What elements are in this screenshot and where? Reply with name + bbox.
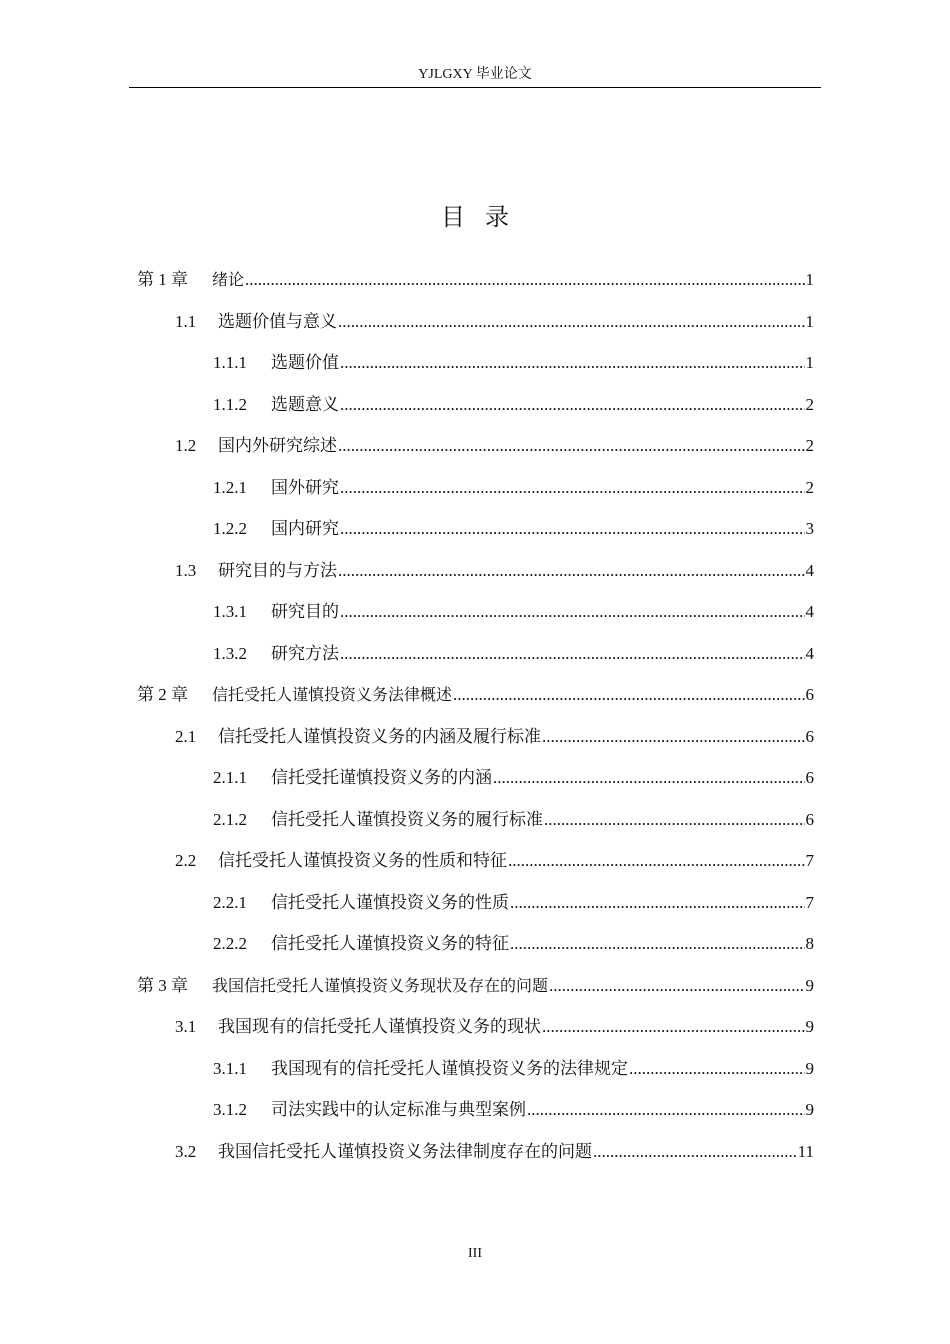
toc-entry-number: 1.3.2 bbox=[213, 643, 247, 663]
toc-entry-page: 2 bbox=[805, 436, 814, 455]
toc-entry[interactable] bbox=[213, 1090, 814, 1130]
toc-entry-page: 4 bbox=[805, 560, 814, 580]
toc-entry-title: 我国信托受托人谨慎投资义务现状及存在的问题 bbox=[212, 975, 549, 995]
toc-entry-page: 1 bbox=[805, 311, 814, 331]
toc-dot-leader bbox=[493, 758, 805, 798]
toc-entry-page: 7 bbox=[805, 851, 814, 870]
toc-entry[interactable] bbox=[213, 1049, 814, 1089]
toc-entry-page: 8 bbox=[805, 934, 814, 953]
toc-entry-title: 选题意义 bbox=[271, 394, 339, 414]
toc-entry-title: 我国信托受托人谨慎投资义务法律制度存在的问题 bbox=[218, 1141, 592, 1161]
toc-entry[interactable] bbox=[213, 509, 814, 549]
toc-dot-leader bbox=[245, 260, 804, 300]
toc-dot-leader bbox=[510, 883, 805, 923]
toc-entry-title: 研究方法 bbox=[271, 643, 339, 663]
toc-entry[interactable] bbox=[213, 343, 814, 383]
page-title: 目录 bbox=[441, 205, 529, 231]
toc-entry-number: 3.1 bbox=[175, 1017, 197, 1036]
toc-entry-title: 研究目的 bbox=[271, 602, 339, 621]
toc-entry[interactable] bbox=[213, 924, 814, 964]
toc-entry-number: 3.2 bbox=[175, 1141, 197, 1161]
toc-dot-leader bbox=[527, 1090, 805, 1130]
toc-entry-number: 1.2 bbox=[175, 436, 197, 455]
toc-entry-title: 信托受托人谨慎投资义务的性质 bbox=[271, 892, 509, 912]
toc-entry-page: 9 bbox=[805, 1100, 814, 1119]
toc-dot-leader bbox=[549, 966, 804, 1006]
toc-entry[interactable] bbox=[137, 675, 814, 715]
toc-entry-page: 7 bbox=[805, 892, 814, 912]
toc-entry-number: 2.2.2 bbox=[213, 934, 247, 953]
toc-entry-title: 国内研究 bbox=[271, 519, 339, 538]
toc-entry-page: 6 bbox=[805, 726, 814, 746]
toc-entry[interactable] bbox=[175, 302, 814, 342]
toc-dot-leader bbox=[508, 841, 805, 881]
toc-entry-number: 2.1.1 bbox=[213, 768, 247, 787]
toc-entry-page: 6 bbox=[805, 809, 814, 829]
toc-entry[interactable] bbox=[137, 260, 814, 300]
toc-entry[interactable] bbox=[213, 800, 814, 840]
toc-entry-title: 选题价值与意义 bbox=[218, 311, 337, 331]
toc-entry[interactable] bbox=[175, 841, 814, 881]
toc-entry[interactable] bbox=[213, 385, 814, 425]
toc-entry-title: 选题价值 bbox=[271, 353, 339, 372]
toc-entry-title: 信托受托人谨慎投资义务的内涵及履行标准 bbox=[218, 726, 541, 746]
header-text: YJLGXY 毕业论文 bbox=[418, 67, 532, 82]
toc-entry-number: 2.1.2 bbox=[213, 809, 247, 829]
toc-dot-leader bbox=[453, 675, 804, 715]
toc-entry[interactable] bbox=[175, 426, 814, 466]
toc-entry-title: 研究目的与方法 bbox=[218, 560, 337, 580]
toc-dot-leader bbox=[340, 385, 805, 425]
toc-entry[interactable] bbox=[213, 758, 814, 798]
toc-dot-leader bbox=[340, 634, 805, 674]
toc-entry-page: 4 bbox=[805, 643, 814, 663]
toc-dot-leader bbox=[340, 468, 805, 508]
toc-dot-leader bbox=[338, 426, 805, 466]
toc-entry-title: 信托受托人谨慎投资义务的履行标准 bbox=[271, 809, 543, 829]
toc-entry-number: 3.1.1 bbox=[213, 1058, 247, 1078]
toc-entry-page: 2 bbox=[805, 477, 814, 497]
toc-entry-page: 6 bbox=[805, 685, 814, 704]
toc-entry[interactable] bbox=[213, 468, 814, 508]
toc-entry[interactable] bbox=[175, 1007, 814, 1047]
toc-dot-leader bbox=[542, 717, 805, 757]
toc-entry[interactable] bbox=[213, 883, 814, 923]
toc-entry-page: 9 bbox=[805, 975, 814, 995]
toc-entry-page: 2 bbox=[805, 394, 814, 414]
toc-dot-leader bbox=[629, 1049, 805, 1089]
page-number: III bbox=[468, 1246, 482, 1261]
toc-entry-page: 3 bbox=[805, 519, 814, 538]
toc-entry-page: 1 bbox=[805, 270, 814, 289]
toc-entry-title: 信托受托人谨慎投资义务的性质和特征 bbox=[218, 851, 507, 870]
toc-entry[interactable] bbox=[213, 592, 814, 632]
toc-entry-number: 1.1 bbox=[175, 311, 197, 331]
toc-entry-number: 第 1 章 bbox=[137, 270, 188, 289]
toc-entry-number: 3.1.2 bbox=[213, 1100, 247, 1119]
toc-dot-leader bbox=[338, 551, 805, 591]
toc-entry-number: 1.1.2 bbox=[213, 394, 247, 414]
toc-entry-page: 9 bbox=[805, 1058, 814, 1078]
toc-entry-number: 2.2 bbox=[175, 851, 197, 870]
toc-dot-leader bbox=[340, 592, 805, 632]
toc-entry-number: 1.1.1 bbox=[213, 353, 247, 372]
toc-entry-page: 1 bbox=[805, 353, 814, 372]
toc-entry-page: 11 bbox=[797, 1141, 814, 1161]
toc-entry-page: 4 bbox=[805, 602, 814, 621]
toc-dot-leader bbox=[593, 1132, 797, 1172]
toc-entry-number: 2.1 bbox=[175, 726, 197, 746]
toc-entry-page: 9 bbox=[805, 1017, 814, 1036]
toc-entry-number: 第 2 章 bbox=[137, 685, 188, 704]
toc-entry-number: 1.3.1 bbox=[213, 602, 247, 621]
toc-entry-title: 国外研究 bbox=[271, 477, 339, 497]
toc-entry-title: 信托受托人谨慎投资义务的特征 bbox=[271, 934, 509, 953]
toc-dot-leader bbox=[544, 800, 805, 840]
toc-entry-title: 我国现有的信托受托人谨慎投资义务的法律规定 bbox=[271, 1058, 628, 1078]
toc-entry-title: 绪论 bbox=[212, 270, 245, 289]
toc-dot-leader bbox=[338, 302, 805, 342]
header-rule bbox=[129, 87, 821, 88]
toc-entry-title: 国内外研究综述 bbox=[218, 436, 337, 455]
toc-entry-title: 司法实践中的认定标准与典型案例 bbox=[271, 1100, 526, 1119]
toc-entry-title: 我国现有的信托受托人谨慎投资义务的现状 bbox=[218, 1017, 541, 1036]
toc-entry-number: 1.2.1 bbox=[213, 477, 247, 497]
toc-entry-title: 信托受托谨慎投资义务的内涵 bbox=[271, 768, 492, 787]
toc-entry-number: 1.2.2 bbox=[213, 519, 247, 538]
toc-entry[interactable] bbox=[175, 717, 814, 757]
toc-dot-leader bbox=[510, 924, 805, 964]
toc-entry-title: 信托受托人谨慎投资义务法律概述 bbox=[212, 685, 453, 704]
toc-entry-number: 1.3 bbox=[175, 560, 197, 580]
toc-entry[interactable] bbox=[175, 1132, 814, 1172]
toc-dot-leader bbox=[340, 343, 805, 383]
toc-dot-leader bbox=[542, 1007, 805, 1047]
toc-entry[interactable] bbox=[137, 966, 814, 1006]
toc-entry-number: 2.2.1 bbox=[213, 892, 247, 912]
toc-dot-leader bbox=[340, 509, 805, 549]
toc-entry-page: 6 bbox=[805, 768, 814, 787]
toc-entry-number: 第 3 章 bbox=[137, 975, 188, 995]
toc-entry[interactable] bbox=[175, 551, 814, 591]
toc-entry[interactable] bbox=[213, 634, 814, 674]
